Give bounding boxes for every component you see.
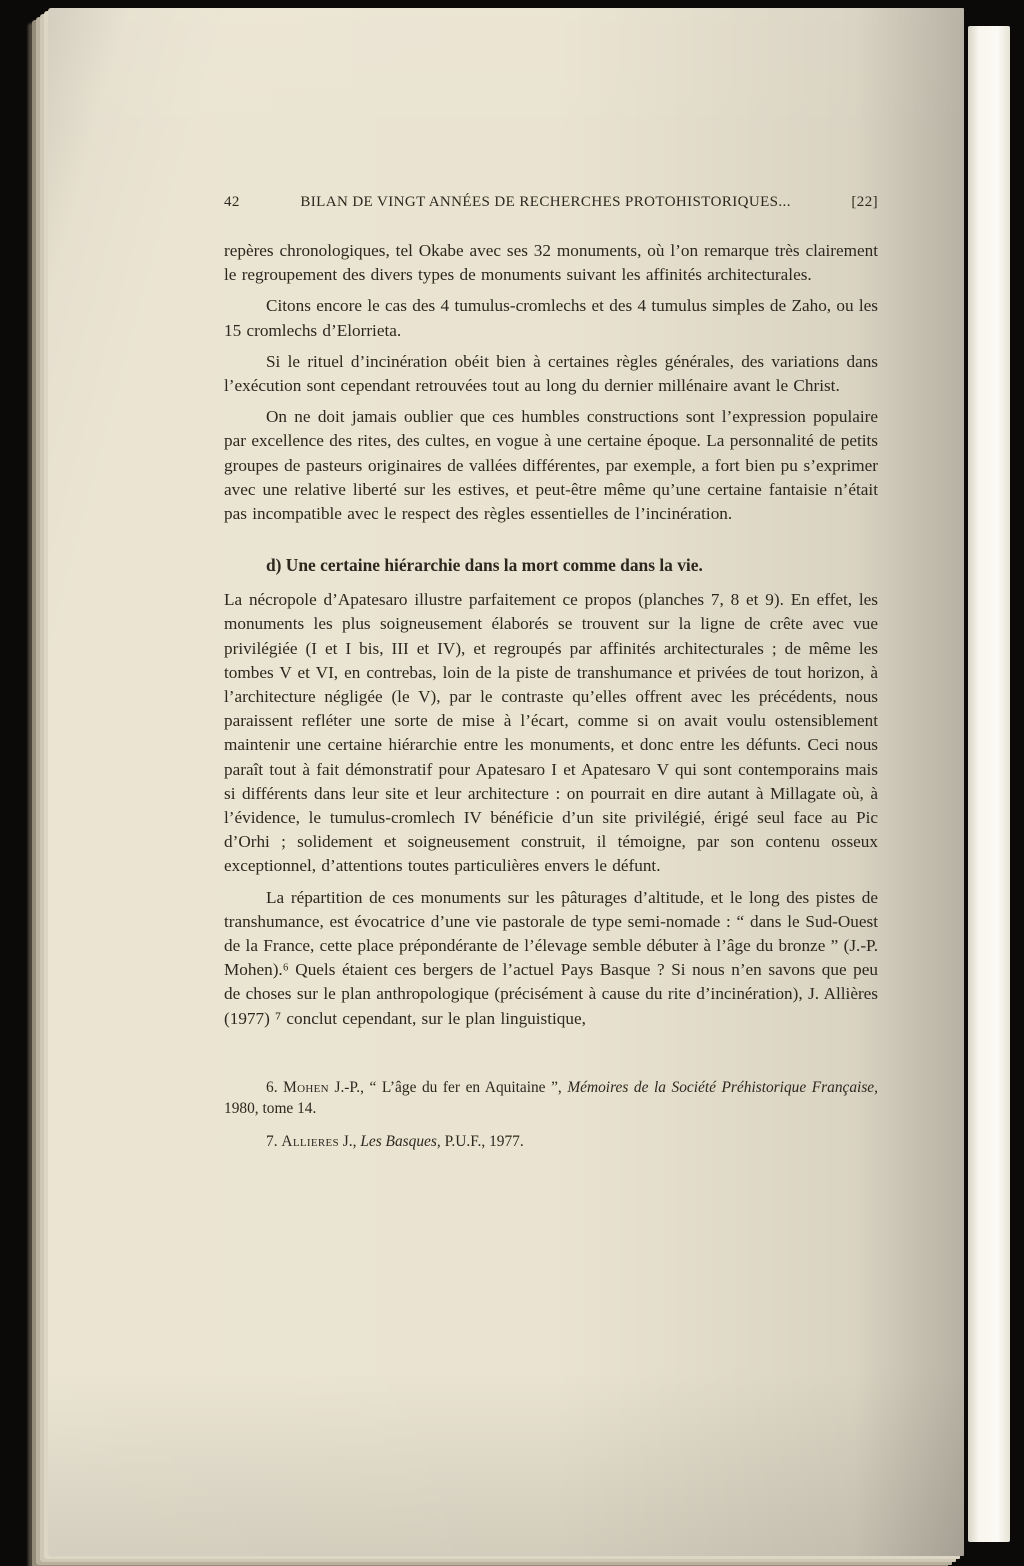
body-paragraph: repères chronologiques, tel Okabe avec ses 32 monuments, où l’on remarque très clairement le regroupement des divers types de monuments suivant les affinités architecturales. bbox=[224, 241, 878, 285]
facing-page-edge bbox=[968, 26, 1010, 1542]
body-paragraph: Si le rituel d’incinération obéit bien à certaines règles générales, des variations dans l’exécution sont cependant retrouvées tout au long du dernier millénaire avant le Christ. bbox=[224, 351, 878, 396]
footnote-author: Allieres bbox=[281, 1132, 339, 1150]
footnotes-block bbox=[224, 1077, 878, 1153]
column-number: [22] bbox=[851, 194, 878, 210]
body-paragraph: Citons encore le cas des 4 tumulus-cromlechs et des 4 tumulus simples de Zaho, ou les 15 cromlechs d’Elorrieta. bbox=[224, 296, 878, 340]
footnote-number: 7. bbox=[266, 1132, 278, 1150]
running-title: BILAN DE VINGT ANNÉES DE RECHERCHES PROTOHISTORIQUES... bbox=[300, 194, 791, 210]
body-paragraph: On ne doit jamais oublier que ces humbles constructions sont l’expression populaire par excellence des rites, des cultes, en vogue à une certaine époque. La personnalité de petits groupes de pasteurs originaires de vallées différentes, par exemple, a fort bien pu s’exprimer avec une relative liberté sur les estives, et peut-être même qu’une certaine fantaisie n’était pas incompatible avec le respect des règles essentielles de l’incinération. bbox=[224, 407, 878, 524]
section-heading: d) Une certaine hiérarchie dans la mort comme dans la vie. bbox=[266, 555, 703, 576]
footnote-text: J.-P., “ L’âge du fer en Aquitaine ”, bbox=[334, 1078, 562, 1096]
body-paragraph: La répartition de ces monuments sur les pâturages d’altitude, et le long des pistes de transhumance, est évocatrice d’une vie pastorale de type semi-nomade : “ dans le Sud-Ouest de la France, cette place prépondérante de l’élevage semble débuter à l’âge du bronze ” (J.-P. Mohen).⁶ Quels étaient ces bergers de l’actuel Pays Basque ? Si nous n’en savons que peu de choses sur le plan anthropologique (précisément à cause du rite d’incinération), J. Allières (1977) ⁷ conclut cependant, sur le plan linguistique, bbox=[224, 887, 878, 1028]
footnote bbox=[224, 1131, 878, 1153]
body-paragraph: La nécropole d’Apatesaro illustre parfaitement ce propos (planches 7, 8 et 9). En effet, les monuments les plus soigneusement élaborés se trouvent sur la ligne de crête avec vue privilégiée (I et I bis, III et IV), et regroupés par affinités architecturales ; de même les tombes V et VI, en contrebas, loin de la piste de transhumance et privées de tout horizon, à l’architecture négligée (le V), par le contraste qu’elles offrent avec les précédents, nous paraissent refléter une sorte de mise à l’écart, comme si on avait voulu ostensiblement maintenir une certaine hiérarchie entre les monuments, et donc entre les défunts. Ceci nous paraît tout à fait démonstratif pour Apatesaro I et Apatesaro V qui sont contemporains mais si différents dans leur site et leur architecture : on pourrait en dire autant à Millagate où, à l’évidence, le tumulus-cromlech IV bénéficie d’un site privilégié, érigé seul face au Pic d’Orhi ; solidement et soigneusement construit, il témoigne, par son contenu osseux exceptionnel, d’attentions toutes particulières envers le défunt. bbox=[224, 590, 878, 876]
page-number: 42 bbox=[224, 194, 240, 210]
running-header bbox=[224, 194, 878, 211]
footnote bbox=[224, 1077, 878, 1120]
footnote-work-title: Les Basques, bbox=[360, 1132, 441, 1150]
footnote-text: J., bbox=[342, 1132, 357, 1150]
footnote-number: 6. bbox=[266, 1078, 278, 1096]
footnote-work-title: Mémoires de la Société Préhistorique Française, bbox=[567, 1078, 878, 1096]
footnote-author: Mohen bbox=[283, 1078, 329, 1096]
footnote-text: P.U.F., 1977. bbox=[444, 1132, 524, 1150]
page-content bbox=[48, 8, 964, 1152]
footnote-text: 1980, tome 14. bbox=[224, 1100, 317, 1118]
book-page bbox=[48, 8, 964, 1556]
